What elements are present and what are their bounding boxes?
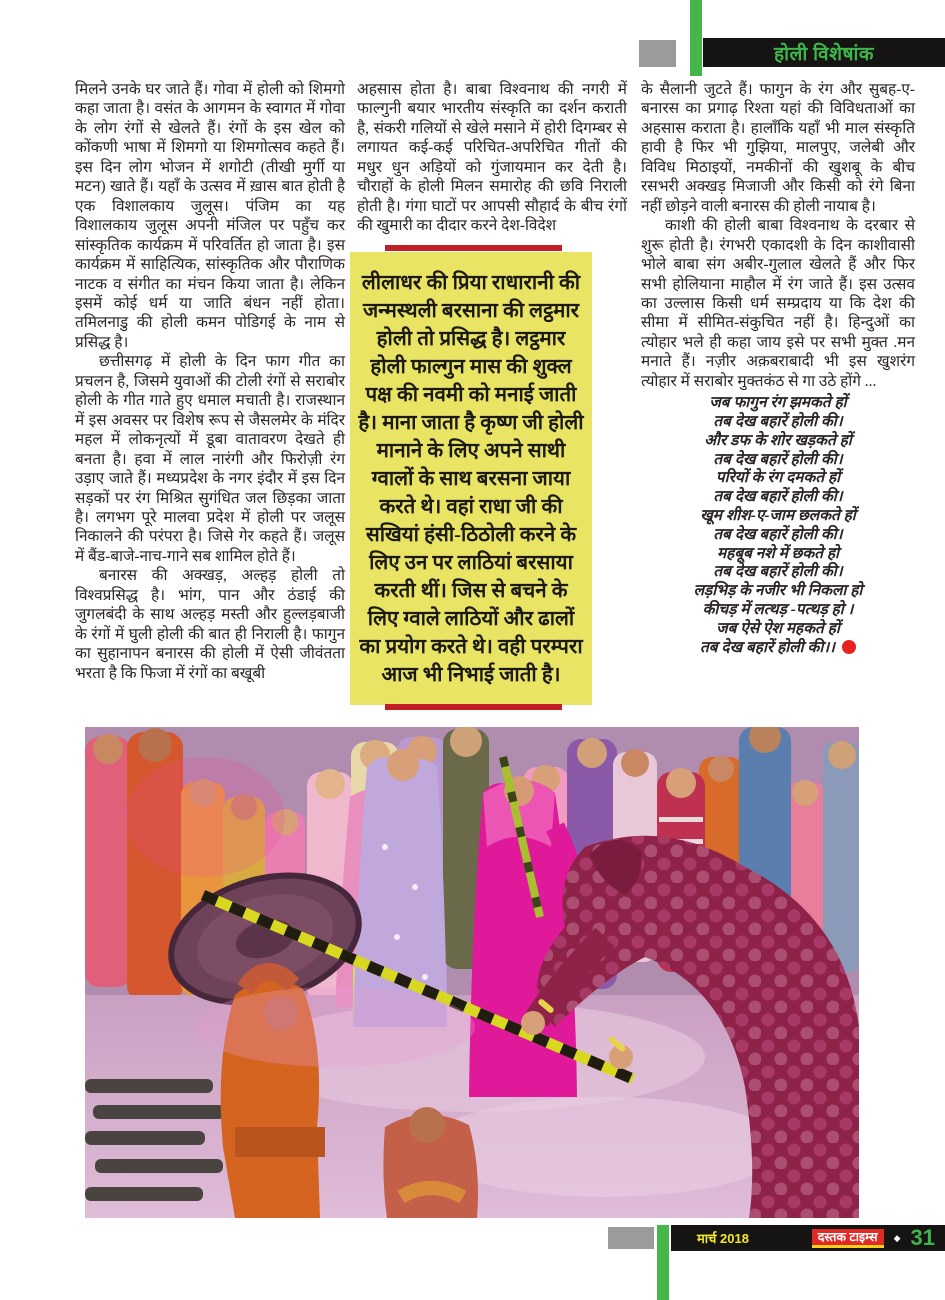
magazine-logo: दस्तक टाइम्स: [812, 1229, 884, 1248]
poem-line: जब फागुन रंग झमकते हों: [709, 394, 847, 412]
bottom-green-accent-bar: [657, 1225, 669, 1300]
highlight-box-bottom-rule: [385, 704, 562, 710]
top-gray-block: [639, 40, 676, 67]
poem-line: लड़भिड़ के नजीर भी निकला हो: [693, 582, 863, 600]
diamond-icon: ◆: [893, 1232, 901, 1243]
footer-bar: [671, 1225, 945, 1251]
poem-line: महबूब नशे में छकते हो: [716, 544, 840, 562]
poem: [641, 394, 915, 657]
paragraph: बनारस की अक्खड़, अल्हड़ होली तो विश्वप्रसिद्ध है। भांग, पान और ठंडाई की जुगलबंदी के साथ अल्हड़ मस्ती और हुल्लड़बाजी के रंगों में घुली होली की बात ही निराली है। फागुन का सुहानापन बनारस की होली में ऐसी जीवंतता भरता है कि फिजा में रंगों का बखूबी: [75, 567, 345, 682]
footer-date: मार्च 2018: [697, 1231, 749, 1246]
poem-line: तब देख बहारें होली की।: [713, 525, 843, 543]
article-end-dot: [842, 640, 856, 654]
poem-line: कीचड़ में लत्थड़ -पत्थड़ हो ।: [702, 601, 854, 619]
article-column-2: [357, 80, 627, 236]
article-column-1: [75, 80, 345, 683]
poem-line: तब देख बहारें होली की।: [713, 563, 843, 581]
section-header-bar: [703, 38, 945, 67]
poem-line: और डफ के शोर खड़कते हों: [704, 431, 852, 449]
article-column-3: [641, 80, 915, 657]
paragraph: के सैलानी जुटते हैं। फागुन के रंग और सुबह-ए-बनारस का प्रगाढ़ रिश्ता यहां की विविधताओं का अहसास कराता है। हालाँकि यहाँ भी माल संस्कृति हावी है फिर भी गुझिया, मालपुए, जलेबी और विविध मिठाइयों, नमकीनों की खुशबू के बीच रसभरी अक्खड़ मिजाजी और किसी को रंगे बिना नहीं छोड़ने वाली बनारस की होली नायाब है।: [641, 81, 915, 215]
kneeling-figure: [383, 1107, 478, 1218]
page-number: 31: [910, 1225, 935, 1250]
poem-line: तब देख बहारें होली की।।: [641, 639, 915, 658]
poem-line: तब देख बहारें होली की।: [713, 488, 843, 506]
colour-haze: [195, 987, 475, 1067]
top-green-accent-bar: [690, 0, 702, 76]
paragraph: अहसास होता है। बाबा विश्वनाथ की नगरी में फाल्गुनी बयार भारतीय संस्कृति का दर्शन कराती है, संकरी गलियों से खेले मसाने में होरी दिगम्बर से लगायत कई-कई परिचित-अपरिचित गीतों की मधुर धुन अड़ियों को गुंजायमान कर देती है। चौराहों के होली मिलन समारोह की छवि निराली होती है। गंगा घाटों पर आपसी सौहार्द के बीच रंगों की खुमारी का दीदार करने देश-विदेश: [357, 81, 627, 235]
poem-line: जब ऐसे ऐश महकते हों: [716, 619, 840, 637]
lathmar-holi-photo-illustration: [85, 727, 859, 1218]
poem-line: खूम शीश-ए-जाम छलकते हों: [700, 507, 856, 525]
paragraph: मिलने उनके घर जाते हैं। गोवा में होली को शिमगो कहा जाता है। वसंत के आगमन के स्वागत में गोवा के लोग रंगों से खेलते हैं। रंगों के इस खेल को कोंकणी भाषा में शिमगो या शिमगोत्सव कहते हैं। इस दिन लोग भोजन में शगोटी (तीखी मुर्गी या मटन) खाते हैं। यहाँ के उत्सव में ख़ास बात होती है एक विशालकाय जुलूस। पंजिम का यह विशालकाय जुलूस अपनी मंजिल पर पहुँच कर सांस्कृतिक कार्यक्रम में परिवर्तित हो जाता है। इस कार्यक्रम में साहित्यिक, सांस्कृतिक और पौराणिक नाटक व संगीत का मंचन किया जाता है। लेकिन इसमें कोई धर्म या जाति बंधन नहीं होता। तमिलनाडु की होली कमन पोडिगई के नाम से प्रसिद्ध है।: [75, 81, 345, 351]
highlight-box: [350, 252, 592, 705]
poem-line: तब देख बहारें होली की।: [713, 413, 843, 431]
poem-line: परियों के रंग दमकते हों: [715, 469, 841, 487]
section-title: होली विशेषांक: [774, 43, 874, 65]
paragraph: काशी की होली बाबा विश्वनाथ के दरबार से शुरू होती है। रंगभरी एकादशी के दिन काशीवासी भोले बाबा संग अबीर-गुलाल खेलते हैं और फिर सभी होलियाना माहौल में रंग जाते हैं। इस उत्सव का उल्लास किसी धर्म सम्प्रदाय या कि देश की सीमा में सीमित-संकुचित नहीं है। हिन्दुओं का त्योहार भले ही कहा जाय इसे पर सभी मुक्त .मन मनाते हैं। नज़ीर अक़बराबादी भी इस खुशरंग त्योहार में सराबोर मुक्तकंठ से गा उठे होंगे ...: [641, 217, 915, 390]
poem-line: तब देख बहारें होली की।: [713, 450, 843, 468]
highlight-box-top-rule: [385, 245, 562, 251]
highlight-box-text: लीलाधर की प्रिया राधारानी की जन्मस्थली बरसाना की लट्ठमार होली तो प्रसिद्ध है। लट्ठमार होली फाल्गुन मास की शुक्ल पक्ष की नवमी को मनाई जाती है। माना जाता है कृष्ण जी होली मानाने के लिए अपने साथी ग्वालों के साथ बरसना जाया करते थे। वहां राधा जी की सखियां हंसी-ठिठोली करने के लिए उन पर लाठियां बरसाया करती थीं। जिस से बचने के लिए ग्वाले लाठियों और ढालों का प्रयोग करते थे। वही परम्परा आज भी निभाई जाती है।: [358, 271, 584, 686]
paragraph: छत्तीसगढ़ में होली के दिन फाग गीत का प्रचलन है, जिसमे युवाओं की टोली रंगों से सराबोर होली के गीत गाते हुए धमाल मचाती है। राजस्थान में इस अवसर पर विशेष रूप से जैसलमेर के मंदिर महल में लोकनृत्यों में डूबा वातावरण देखते ही बनता है। हवा में लाल नारंगी और फिरोज़ी रंग उड़ाए जाते हैं। मध्यप्रदेश के नगर इंदौर में इस दिन सड़कों पर रंग मिश्रित सुगंधित जल छिड़का जाता है। लगभग पूरे मालवा प्रदेश में होली पर जलूस निकालने की परंपरा है। जिसे गेर कहते हैं। जलूस में बैंड-बाजे-नाच-गाने सब शामिल होते हैं।: [75, 353, 345, 565]
bottom-gray-block: [608, 1227, 654, 1249]
lathmar-holi-photo: [85, 727, 859, 1218]
